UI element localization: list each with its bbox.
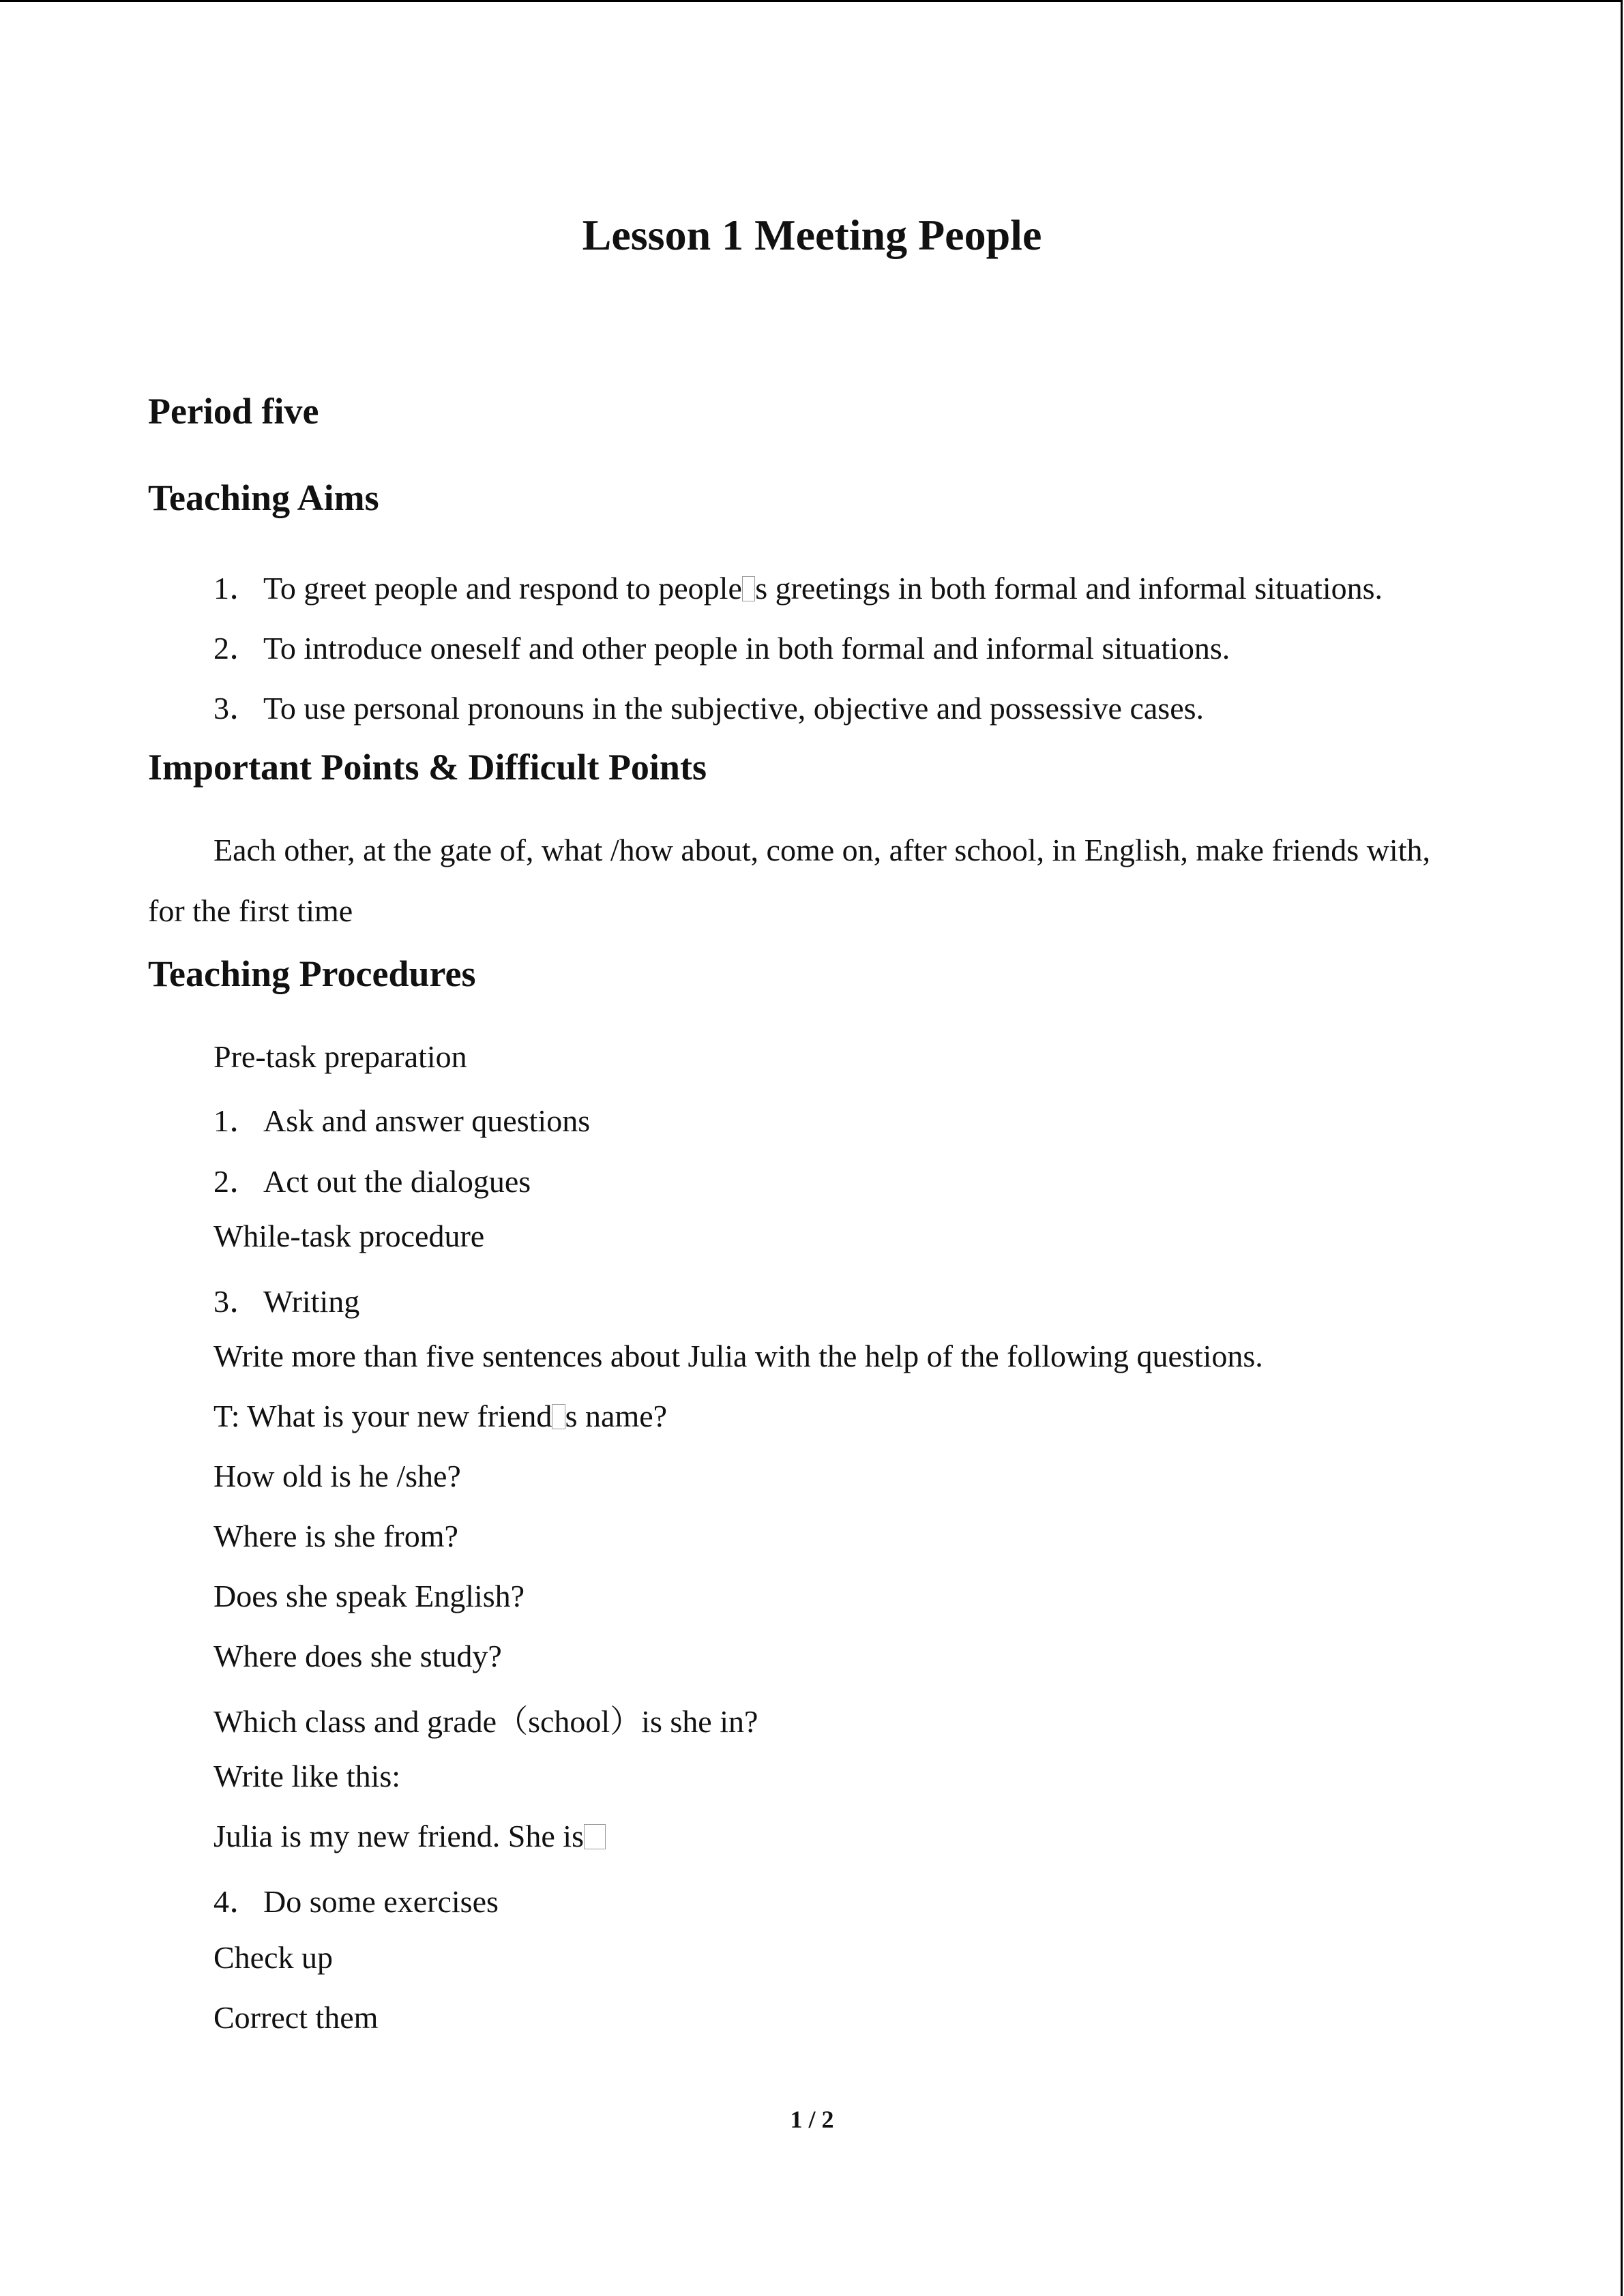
- missing-glyph-icon: [584, 1824, 606, 1849]
- question-part-2: s name?: [565, 1399, 668, 1433]
- aim-item-2: [213, 623, 1230, 668]
- check-up-label: Check up: [213, 1940, 334, 1975]
- points-line-2: for the first time: [148, 893, 353, 928]
- page-title: Lesson 1 Meeting People: [582, 211, 1042, 259]
- page-number: 1 / 2: [790, 2106, 834, 2133]
- important-points-heading: Important Points & Difficult Points: [148, 747, 707, 788]
- aim-item-1: [213, 563, 1383, 608]
- aim-number: 3．: [213, 691, 261, 726]
- while-task-label: While-task procedure: [213, 1219, 485, 1253]
- aim-text: To introduce oneself and other people in both formal and informal situations.: [263, 631, 1230, 666]
- question-part-1: T: What is your new friend: [213, 1399, 552, 1433]
- points-line-1: Each other, at the gate of, what /how about, come on, after school, in English, make friends with,: [213, 833, 1430, 867]
- missing-glyph-icon: [742, 576, 755, 601]
- aim-item-3: [213, 683, 1204, 728]
- correct-them-label: Correct them: [213, 2000, 379, 2035]
- missing-glyph-icon: [552, 1404, 565, 1429]
- question-2: How old is he /she?: [213, 1459, 461, 1493]
- teaching-procedures-heading: Teaching Procedures: [148, 953, 476, 994]
- step-text: Writing: [263, 1284, 360, 1319]
- example-sentence: [213, 1818, 606, 1854]
- question-6: Which class and grade（school）is she in?: [213, 1704, 758, 1739]
- step-text: Act out the dialogues: [263, 1164, 531, 1199]
- step-text: Do some exercises: [263, 1884, 499, 1919]
- step-1: [213, 1096, 590, 1141]
- step-number: 1．: [213, 1103, 261, 1138]
- step-4: [213, 1877, 499, 1922]
- pre-task-label: Pre-task preparation: [213, 1039, 467, 1074]
- question-3: Where is she from?: [213, 1519, 458, 1553]
- step-number: 2．: [213, 1164, 261, 1199]
- writing-instruction: Write more than five sentences about Julia with the help of the following questions.: [213, 1339, 1263, 1373]
- step-number: 4．: [213, 1884, 261, 1919]
- question-1: [213, 1398, 667, 1434]
- write-like-label: Write like this:: [213, 1759, 401, 1793]
- step-2: [213, 1157, 531, 1202]
- question-5: Where does she study?: [213, 1639, 502, 1673]
- step-3: [213, 1277, 359, 1322]
- step-number: 3．: [213, 1284, 261, 1319]
- question-4: Does she speak English?: [213, 1579, 525, 1613]
- period-heading: Period five: [148, 391, 319, 432]
- step-text: Ask and answer questions: [263, 1103, 591, 1138]
- aim-text-part-2: s greetings in both formal and informal situations.: [755, 571, 1383, 606]
- aim-number: 1．: [213, 571, 261, 606]
- aim-number: 2．: [213, 631, 261, 666]
- example-text: Julia is my new friend. She is: [213, 1819, 584, 1853]
- aim-text: To use personal pronouns in the subjective, objective and possessive cases.: [263, 691, 1205, 726]
- teaching-aims-heading: Teaching Aims: [148, 477, 379, 518]
- aim-text-part-1: To greet people and respond to people: [263, 571, 742, 606]
